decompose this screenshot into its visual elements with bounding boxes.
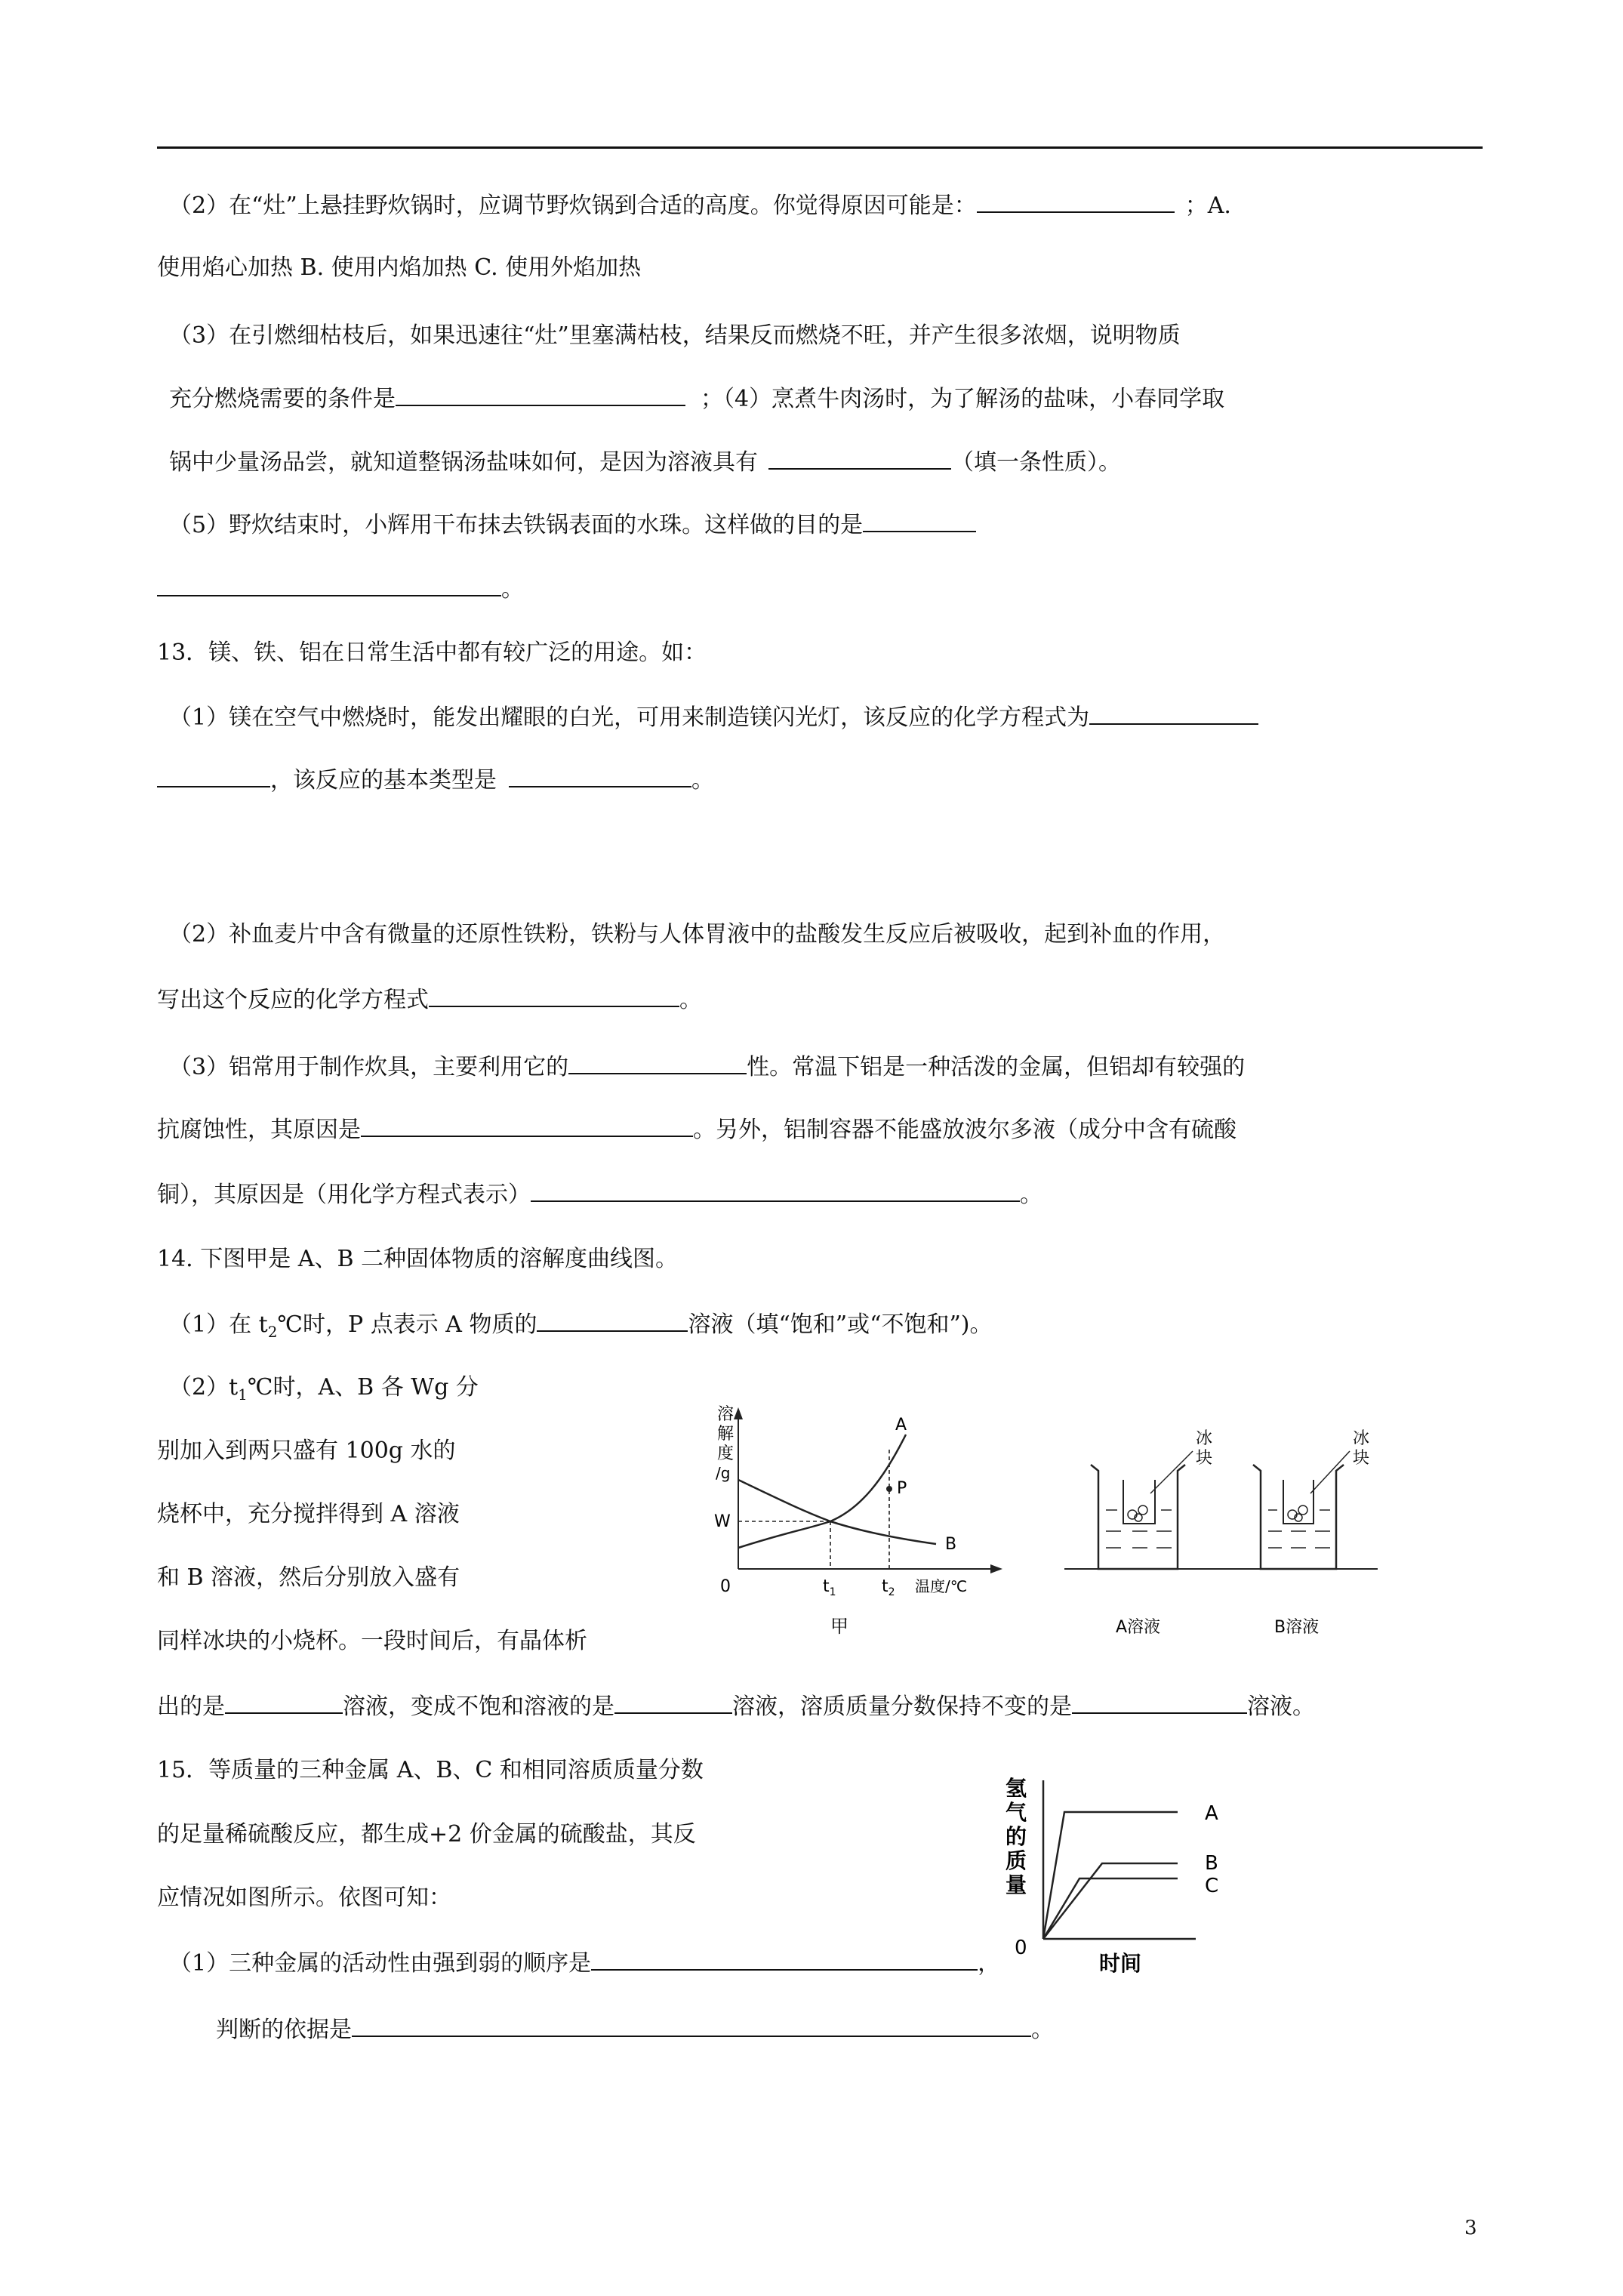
q13-part3-text: （3）铝常用于制作炊具，主要利用它的 (169, 1054, 569, 1080)
period: 。 (679, 987, 702, 1013)
w-label: W (714, 1512, 731, 1531)
answer-blank[interactable] (977, 190, 1175, 213)
q13-part3-line1 (169, 1052, 1245, 1083)
answer-blank[interactable] (509, 765, 691, 787)
beaker-a-label: A溶液 (1116, 1618, 1161, 1637)
subscript: 1 (238, 1385, 248, 1404)
q14-part2-line5: 同样冰块的小烧杯。一段时间后，有晶体析 (157, 1628, 587, 1654)
q12-part4-text3: （填一条性质）。 (951, 449, 1121, 476)
q13-part3-text5: 铜），其原因是（用化学方程式表示） (157, 1182, 531, 1208)
hydrogen-mass-figure (996, 1774, 1246, 1978)
answer-blank[interactable] (768, 447, 951, 470)
q14-part2-text: （2）t (169, 1374, 239, 1401)
q13-part3-text3: 抗腐蚀性，其原因是 (157, 1117, 361, 1143)
comma: ， (978, 1950, 1001, 1977)
curve-b-label: B (945, 1535, 957, 1554)
q15-line3: 应情况如图所示。依图可知： (157, 1885, 451, 1911)
q15-part1-line1 (169, 1948, 1000, 1979)
q13-part2-line1: （2）补血麦片中含有微量的还原性铁粉，铁粉与人体胃液中的盐酸发生反应后被吸收，起到补血的作用， (169, 921, 1226, 948)
q14-part2-line1 (169, 1373, 479, 1410)
q13-part3-line3 (157, 1179, 1042, 1210)
q12-part4-text2: 锅中少量汤品尝，就知道整锅汤盐味如何，是因为溶液具有 (169, 449, 758, 476)
q14-part1-text2: ℃时，P 点表示 A 物质的 (277, 1311, 537, 1338)
q14-part2-line2: 别加入到两只盛有 100g 水的 (157, 1438, 456, 1464)
period: 。 (1031, 2017, 1054, 2043)
q13-part1-text2: ，该反应的基本类型是 (270, 767, 497, 794)
t1-label: $t_1$ (823, 1577, 836, 1598)
answer-blank[interactable] (157, 765, 270, 787)
period: 。 (501, 576, 524, 603)
solubility-figure (710, 1397, 1381, 1653)
answer-blank[interactable] (352, 2014, 1031, 2037)
q13-part2-line2 (157, 985, 702, 1015)
q14-part1-text3: 溶液（填“饱和”或“不饱和”)。 (688, 1311, 993, 1338)
answer-blank[interactable] (225, 1691, 343, 1714)
q12-part5-line2 (157, 574, 524, 605)
beaker-b (1253, 1451, 1350, 1569)
answer-blank[interactable] (568, 1052, 747, 1074)
answer-blank[interactable] (863, 510, 976, 532)
q14-title: 14. 下图甲是 A、B 二种固体物质的溶解度曲线图。 (157, 1246, 679, 1272)
q12-part2-line2: 使用焰心加热 B. 使用内焰加热 C. 使用外焰加热 (157, 254, 642, 281)
t2-label: $t_2$ (882, 1577, 895, 1598)
line-b-label: B (1205, 1852, 1218, 1875)
ylabel-char: 度 (717, 1444, 735, 1463)
answer-blank[interactable] (1072, 1691, 1247, 1714)
q15-part1-line2 (216, 2014, 1054, 2045)
line-a (1043, 1812, 1178, 1939)
q14-part1 (169, 1309, 993, 1347)
ice-label-char: 块 (1353, 1449, 1370, 1468)
q14-part2-line3: 烧杯中，充分搅拌得到 A 溶液 (157, 1501, 460, 1527)
subscript: 2 (267, 1323, 278, 1341)
answer-blank[interactable] (591, 1948, 978, 1971)
line-b (1043, 1863, 1178, 1939)
q14-part2-text2: ℃时，A、B 各 Wg 分 (247, 1374, 479, 1401)
period: 。 (1020, 1182, 1042, 1208)
ice-label-char: 冰 (1353, 1429, 1370, 1448)
ylabel-char: 氢 (1006, 1776, 1027, 1801)
q13-part3-text2: 性。常温下铝是一种活泼的金属，但铝却有较强的 (747, 1054, 1246, 1080)
q12-part3-text: 充分燃烧需要的条件是 (169, 386, 396, 412)
line-c (1043, 1878, 1178, 1939)
answer-blank[interactable] (396, 384, 685, 406)
q12-part2-text: （2）在“灶”上悬挂野炊锅时，应调节野炊锅到合适的高度。你觉得原因可能是： (169, 193, 977, 219)
line-c-label: C (1205, 1875, 1219, 1897)
ice-label-char: 冰 (1196, 1429, 1213, 1448)
beaker-a (1091, 1451, 1193, 1569)
q13-part3-text4: 。另外，铝制容器不能盛放波尔多液（成分中含有硫酸 (693, 1117, 1236, 1143)
line-a-label: A (1205, 1802, 1218, 1825)
q13-part1-line1 (169, 702, 1258, 733)
page-number: 3 (1464, 2217, 1477, 2239)
ylabel-char: 质 (1006, 1848, 1027, 1873)
answer-blank[interactable] (157, 574, 501, 596)
ylabel-char: 的 (1006, 1824, 1027, 1849)
q14-part2-line4: 和 B 溶液，然后分别放入盛有 (157, 1564, 460, 1591)
q12-part3-line2 (169, 384, 1224, 415)
q13-title: 13．镁、铁、铝在日常生活中都有较广泛的用途。如： (157, 639, 707, 666)
ylabel-char: 解 (717, 1425, 735, 1444)
q15-part1-text: （1）三种金属的活动性由强到弱的顺序是 (169, 1950, 592, 1977)
answer-blank[interactable] (429, 985, 679, 1007)
q14-part2-text6: 溶液。 (1247, 1693, 1315, 1720)
q13-part1-text: （1）镁在空气中燃烧时，能发出耀眼的白光，可用来制造镁闪光灯，该反应的化学方程式为 (169, 704, 1090, 731)
y-axis-arrow (734, 1407, 743, 1419)
answer-blank[interactable] (361, 1114, 693, 1137)
point-p (886, 1486, 892, 1492)
q12-part3-line1: （3）在引燃细枯枝后，如果迅速往“灶”里塞满枯枝，结果反而燃烧不旺，并产生很多浓烟，说明物质 (169, 322, 1181, 349)
q14-part2-line6 (157, 1691, 1315, 1722)
q12-part2-line1 (169, 190, 1231, 221)
q12-part2-option-a-label: ；A. (1184, 193, 1231, 219)
q14-part1-text: （1）在 t (169, 1311, 268, 1338)
ice-label-char: 块 (1196, 1449, 1213, 1468)
q13-part1-line2 (157, 765, 714, 796)
q12-part5-text: （5）野炊结束时，小辉用干布抹去铁锅表面的水珠。这样做的目的是 (169, 512, 864, 538)
q12-part4-text: ；（4）烹煮牛肉汤时，为了解汤的盐味，小春同学取 (701, 386, 1225, 412)
beaker-b-label: B溶液 (1274, 1618, 1320, 1637)
ylabel-char: 量 (1006, 1872, 1027, 1897)
q12-part5-line1 (169, 510, 976, 541)
q13-part3-line2 (157, 1114, 1236, 1145)
ylabel-char: 气 (1006, 1800, 1027, 1825)
q13-part2-text: 写出这个反应的化学方程式 (157, 987, 429, 1013)
ylabel-char: 溶 (717, 1405, 735, 1424)
q14-part2-text5: 溶液，溶质质量分数保持不变的是 (732, 1693, 1072, 1720)
x-axis-arrow (990, 1564, 1002, 1573)
q15-line2: 的足量稀硫酸反应，都生成+2 价金属的硫酸盐，其反 (157, 1821, 696, 1848)
curve-a-label: A (895, 1416, 907, 1435)
q15-line1: 15．等质量的三种金属 A、B、C 和相同溶质质量分数 (157, 1757, 704, 1783)
xlabel: 时间 (1099, 1951, 1142, 1976)
figure-label-jia: 甲 (830, 1616, 848, 1637)
period: 。 (691, 767, 714, 794)
origin-label: 0 (1015, 1937, 1027, 1959)
q12-part4-line2 (169, 447, 1121, 478)
answer-blank[interactable] (614, 1691, 732, 1714)
answer-blank[interactable] (537, 1309, 688, 1332)
answer-blank[interactable] (531, 1179, 1020, 1202)
ylabel-char: /g (716, 1464, 731, 1482)
answer-blank[interactable] (1089, 702, 1258, 725)
origin-label: 0 (720, 1577, 731, 1596)
q15-part1-text2: 判断的依据是 (216, 2017, 352, 2043)
point-p-label: P (897, 1479, 907, 1498)
q14-part2-text3: 出的是 (157, 1693, 225, 1720)
xlabel: 温度/℃ (915, 1577, 968, 1595)
q14-part2-text4: 溶液，变成不饱和溶液的是 (343, 1693, 614, 1720)
header-rule (157, 146, 1483, 149)
